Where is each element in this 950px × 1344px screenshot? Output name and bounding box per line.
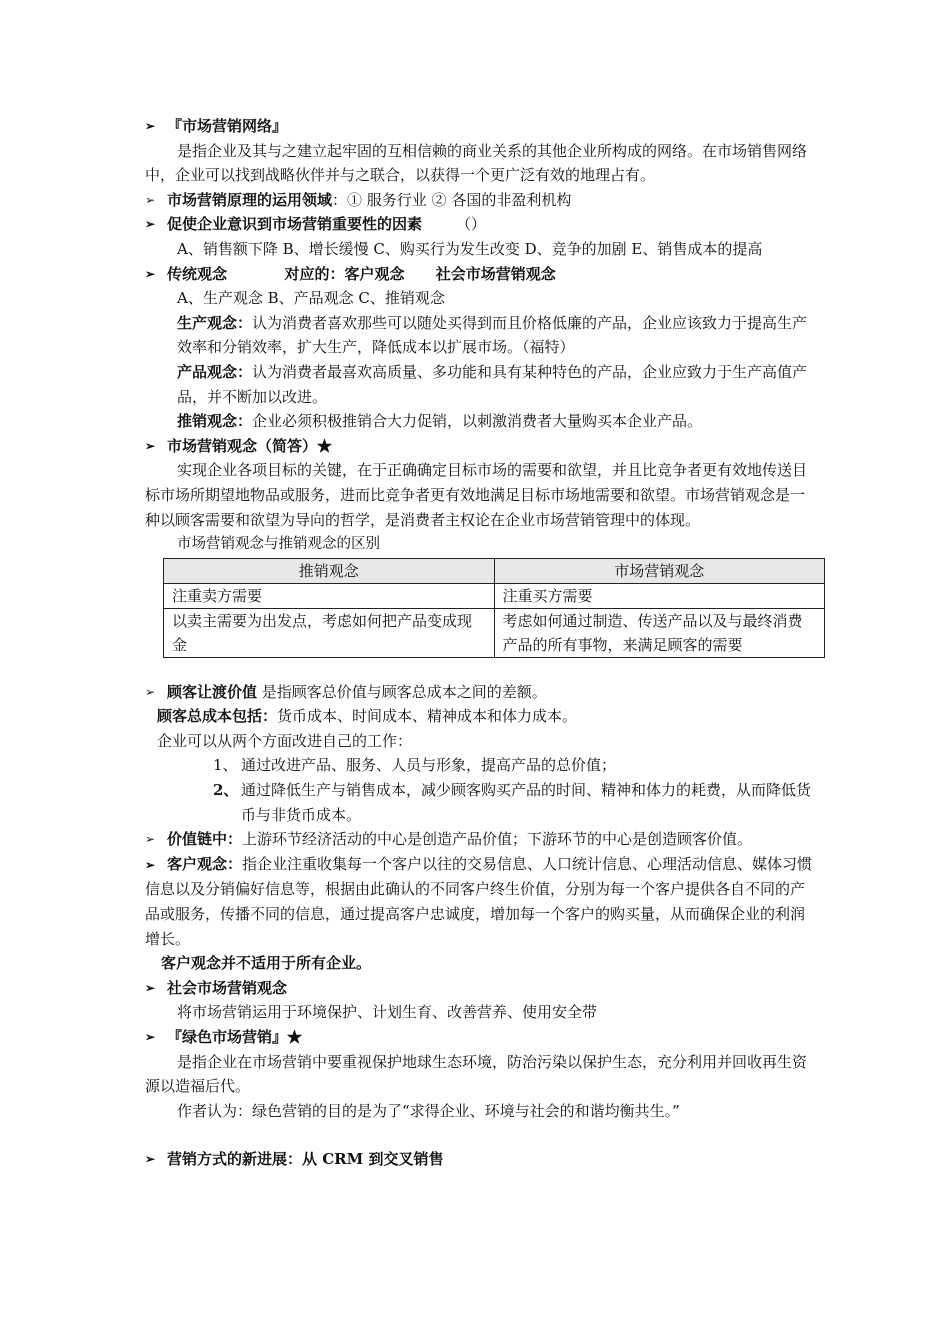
table-cell: 考虑如何通过制造、传送产品以及与最终消费产品的所有事物，来满足顾客的需要: [494, 608, 825, 657]
comparison-table: [163, 558, 825, 658]
table-cell: 注重卖方需要: [164, 583, 495, 608]
customer-cost-line: 顾客总成本包括：货币成本、时间成本、精神成本和体力成本。: [157, 707, 578, 726]
customer-concept-note: 客户观念并不适用于所有企业。: [161, 954, 372, 973]
list-item: 1、 通过改进产品、服务、人员与形象，提高产品的总价值；: [213, 756, 617, 775]
factors-options: A、销售额下降 B、增长缓慢 C、购买行为发生改变 D、竞争的加剧 E、销售成本的提高: [177, 239, 763, 258]
customer-concept-paragraph: ➢ 客户观念：指企业注重收集每一个客户以往的交易信息、人口统计信息、心理活动信息、媒体习惯信息以及分销偏好信息等，根据由此确认的不同客户终生价值，分别为每一个客户提供各自不同的产品或服务，传播不同的信息，通过提高客户忠诚度，增加每一个客户的购买量，从而确保企业的利润增长。: [145, 854, 813, 948]
arrowhead-bullet-icon: ➢: [145, 857, 156, 872]
section-heading-customer-value: ➢ 顾客让渡价值 是指顾客总价值与顾客总成本之间的差额。: [145, 680, 813, 705]
section-heading-traditional: ➢ 传统观念 对应的：客户观念 社会市场营销观念: [145, 262, 813, 287]
arrowhead-bullet-icon: ➢: [145, 266, 156, 281]
definition-selling: 推销观念：企业必须积极推销合大力促销，以刺激消费者大量购买本企业产品。: [177, 412, 703, 431]
definition-product: 产品观念：认为消费者最喜欢高质量、多功能和具有某种特色的产品，企业应致力于生产高值产品，并不断加以改进。: [177, 362, 808, 406]
arrowhead-bullet-icon: ➢: [145, 832, 156, 847]
green-paragraph: 是指企业在市场营销中要重视保护地球生态环境，防治污染以保护生态，充分利用并回收再生资源以造福后代。: [145, 1052, 808, 1096]
arrowhead-bullet-icon: ➢: [145, 980, 156, 995]
document-body: [145, 114, 813, 1172]
section-heading-new-progress: ➢ 营销方式的新进展：从 CRM 到交叉销售: [145, 1147, 813, 1172]
network-paragraph: 是指企业及其与之建立起牢固的互相信赖的商业关系的其他企业所构成的网络。在市场销售网络中，企业可以找到战略伙伴并与之联合，以获得一个更广泛有效的地理占有。: [145, 141, 808, 185]
arrowhead-bullet-icon: ➢: [145, 217, 156, 232]
arrowhead-bullet-icon: ➢: [145, 1030, 156, 1044]
section-heading-marketing-concept: ➢ 市场营销观念（简答）★: [145, 434, 813, 459]
improve-list: [145, 753, 813, 827]
section-heading-green: ➢ 『绿色市场营销』★: [145, 1025, 813, 1050]
table-row: [164, 608, 825, 657]
definition-production: 生产观念：认为消费者喜欢那些可以随处买得到而且价格低廉的产品，企业应该致力于提高生产效率和分销效率，扩大生产，降低成本以扩展市场。（福特）: [177, 313, 808, 357]
answer-blank: （）: [456, 215, 487, 234]
table-header-row: [164, 558, 825, 583]
marketing-concept-paragraph: 实现企业各项目标的关键，在于正确确定目标市场的需要和欲望，并且比竞争者更有效地传送目标市场所期望地物品或服务，进而比竞争者更有效地满足目标市场地需要和欲望。市场营销观念是一种以顾客需要和欲望为导向的哲学，是消费者主权论在企业市场营销管理中的体现。: [145, 461, 808, 529]
section-heading-network: ➢ 『市场营销网络』: [145, 114, 813, 139]
table-header-cell: 市场营销观念: [494, 558, 825, 583]
section-heading-social: ➢ 社会市场营销观念: [145, 976, 813, 1001]
table-row: [164, 583, 825, 608]
arrowhead-bullet-icon: ➢: [145, 1152, 156, 1167]
list-item: 2、 通过降低生产与销售成本，减少顾客购买产品的时间、精神和体力的耗费，从而降低货币与非货币成本。: [213, 781, 812, 824]
table-header-cell: 推销观念: [164, 558, 495, 583]
arrowhead-bullet-icon: ➢: [145, 119, 156, 133]
section-heading-factors: ➢ 促使企业意识到市场营销重要性的因素 （）: [145, 212, 813, 237]
traditional-options: A、生产观念 B、产品观念 C、推销观念: [177, 289, 445, 308]
improve-intro: 企业可以从两个方面改进自己的工作：: [157, 731, 413, 750]
table-cell: 注重买方需要: [494, 583, 825, 608]
section-heading-application: ➢ 市场营销原理的运用领域：① 服务行业 ② 各国的非盈利机构: [145, 188, 813, 213]
arrowhead-bullet-icon: ➢: [145, 684, 156, 699]
social-paragraph: 将市场营销运用于环境保护、计划生育、改善营养、使用安全带: [177, 1003, 598, 1022]
section-heading-value-chain: ➢ 价值链中：上游环节经济活动的中心是创造产品价值；下游环节的中心是创造顾客价值。: [145, 827, 813, 852]
arrowhead-bullet-icon: ➢: [145, 438, 156, 453]
green-author-note: 作者认为：绿色营销的目的是为了“求得企业、环境与社会的和谐均衡共生。”: [177, 1101, 680, 1120]
table-cell: 以卖主需要为出发点，考虑如何把产品变成现金: [164, 608, 495, 657]
arrowhead-bullet-icon: ➢: [145, 192, 156, 207]
table-caption: 市场营销观念与推销观念的区别: [177, 536, 380, 553]
